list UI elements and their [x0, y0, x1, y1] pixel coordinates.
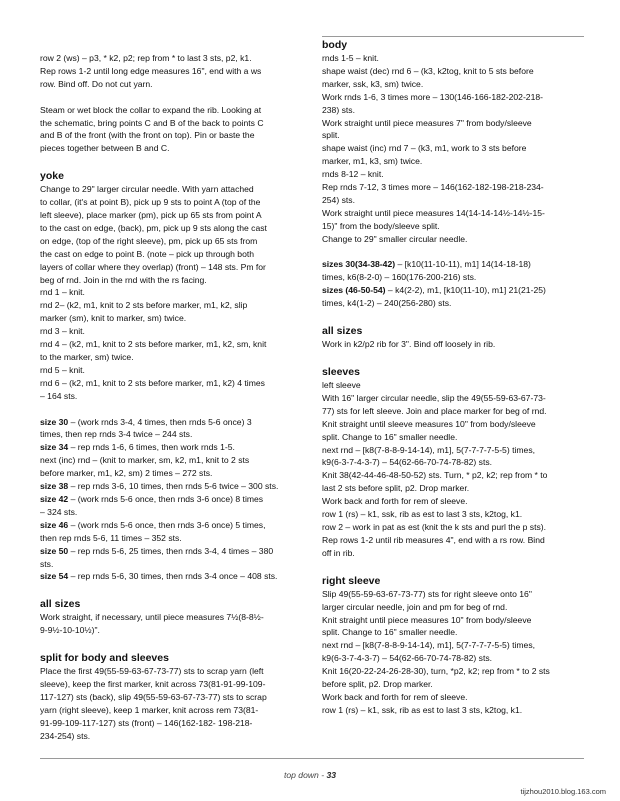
yoke-heading: yoke: [40, 170, 64, 183]
all-sizes-heading: all sizes: [40, 598, 81, 611]
size-label: sizes (46-50-54): [322, 285, 386, 296]
text-line: row 2 – work in pat as est (knit the k sts and purl the p sts).: [322, 521, 547, 532]
text-line: shape waist (inc) rnd 7 – (k3, m1, work to 3 sts before: [322, 143, 527, 154]
size-text: – rep rnds 3-6, 10 times, then rnds 5-6 twice – 300 sts.: [68, 481, 279, 492]
size-text: – (work rnds 5-6 once, then rnds 3-6 once) 5 times,: [68, 519, 266, 530]
split-text: [40, 665, 302, 742]
text-line: 117-127) sts (back), slip 49(55-59-63-67-73-77) sts to scrap: [40, 691, 267, 702]
text-line: row 1 (rs) – k1, ssk, rib as est to last 3 sts, k2tog, k1.: [322, 509, 523, 520]
left-column: [40, 52, 302, 743]
text-line: Rep rows 1-2 until rib measures 4", end with a rs row. Bind: [322, 534, 545, 545]
text-line: 254) sts.: [322, 194, 355, 205]
text-line: times, k6(8-2-0) – 160(176-200-216) sts.: [322, 272, 477, 283]
text-line: Work straight until piece measures 7" from body/sleeve: [322, 117, 532, 128]
text-line: shape waist (dec) rnd 6 – (k3, k2tog, knit to 5 sts before: [322, 65, 534, 76]
text-line: Knit 16(20-22-24-26-28-30), turn, *p2, k2; rep from * to 2 sts: [322, 666, 550, 677]
text-line: Work straight, if necessary, until piece measures 7½(8-8½-: [40, 612, 264, 623]
text-line: last 2 sts before split, p2. Drop marker.: [322, 483, 470, 494]
text-line: off in rib.: [322, 547, 355, 558]
sizes-b-line: [322, 284, 584, 297]
size-label: size 34: [40, 442, 69, 453]
size-text: – [k10(11-10-11), m1] 14(14-18-18): [395, 259, 531, 270]
size-label: size 50: [40, 545, 69, 556]
text-line: pieces together between B and C.: [40, 143, 170, 154]
text-line: times, then rep rnds 3-4 twice – 244 sts.: [40, 429, 193, 440]
text-line: rnd 5 – knit.: [40, 364, 85, 375]
split-heading: split for body and sleeves: [40, 652, 169, 665]
size-42-line: [40, 493, 302, 506]
right-sleeve-text: [322, 588, 584, 717]
text-line: the schematic, bring points C and B of the back to points C: [40, 117, 264, 128]
right-column: [322, 38, 584, 717]
text-line: 15)" from the body/sleeve split.: [322, 220, 440, 231]
sleeves-text: [322, 379, 584, 560]
size-label: size 46: [40, 519, 69, 530]
text-line: then rep rnds 5-6, 11 times – 352 sts.: [40, 532, 182, 543]
text-line: to collar, (it's at point B), pick up 9 sts to point A (top of the: [40, 197, 261, 208]
text-line: row. Bind off. Do not cut yarn.: [40, 78, 153, 89]
text-line: to the cast on edge, (back), pm, pick up 9 sts along the cast: [40, 222, 267, 233]
text-line: marker, ssk, k3, sm) twice.: [322, 78, 424, 89]
text-line: 234-254) sts.: [40, 730, 91, 741]
text-line: Knit 38(42-44-46-48-50-52) sts. Turn, * p2, k2; rep from * to: [322, 470, 548, 481]
yoke-text: [40, 183, 302, 402]
text-line: With 16" larger circular needle, slip the 49(55-59-63-67-73-: [322, 392, 546, 403]
text-line: marker (sm), knit to marker, sm) twice.: [40, 313, 187, 324]
right-sleeve-heading: right sleeve: [322, 574, 381, 587]
text-line: Knit straight until sleeve measures 10" from body/sleeve: [322, 418, 536, 429]
text-line: Place the first 49(55-59-63-67-73-77) sts to scrap yarn (left: [40, 666, 264, 677]
text-line: k9(6-3-7-4-3-7) – 54(62-66-70-74-78-82) sts.: [322, 457, 493, 468]
size-46-line: [40, 519, 302, 532]
text-line: 238) sts.: [322, 104, 355, 115]
text-line: left sleeve), place marker (pm), pick up 65 sts from point A: [40, 210, 262, 221]
text-line: Steam or wet block the collar to expand the rib. Looking at: [40, 104, 262, 115]
text-line: next (inc) rnd – (knit to marker, sm, k2, m1, knit to 2 sts: [40, 455, 250, 466]
text-line: Work rnds 1-6, 3 times more – 130(146-166-182-202-218-: [322, 91, 544, 102]
text-line: layers of collar where they overlap) (front) – 148 sts. Pm for: [40, 261, 266, 272]
text-line: rnds 8-12 – knit.: [322, 169, 384, 180]
text-line: Work back and forth for rem of sleeve.: [322, 691, 468, 702]
intro-text: [40, 52, 302, 91]
text-line: Slip 49(55-59-63-67-73-77) sts for right sleeve onto 16": [322, 588, 532, 599]
text-line: split.: [322, 130, 340, 141]
size-label: size 42: [40, 493, 69, 504]
text-line: 9-9½-10-10½)".: [40, 625, 100, 636]
text-line: next rnd – [k8(7-8-8-9-14-14), m1], 5(7-7-7-7-5-5) times,: [322, 444, 536, 455]
size-text: – (work rnds 5-6 once, then rnds 3-6 once) 8 times: [68, 493, 264, 504]
footer-label: top down -: [283, 770, 327, 780]
all-sizes-heading: all sizes: [322, 325, 363, 338]
source-credit: tijzhou2010.blog.163.com: [520, 787, 606, 796]
text-line: Work in k2/p2 rib for 3". Bind off loosely in rib.: [322, 339, 496, 350]
size-38-line: [40, 480, 302, 493]
size-54-line: [40, 570, 302, 583]
text-line: beg of rnd. Join in the rnd with the rs facing.: [40, 274, 207, 285]
text-line: before marker, m1, k2, sm) 2 times – 272 sts.: [40, 468, 213, 479]
text-line: Change to 29" larger circular needle. With yarn attached: [40, 184, 254, 195]
text-line: rnd 3 – knit.: [40, 326, 85, 337]
size-text: – rep rnds 5-6, 30 times, then rnds 3-4 once – 408 sts.: [68, 571, 278, 582]
text-line: rnd 6 – (k2, m1, knit to 2 sts before marker, m1, k2) 4 times: [40, 377, 265, 388]
text-line: on edge, (top of the right sleeve), pm, pick up 65 sts from: [40, 235, 258, 246]
text-line: 77) sts for left sleeve. Join and place marker for beg of rnd.: [322, 405, 547, 416]
text-line: rnd 4 – (k2, m1, knit to 2 sts before marker, m1, k2, sm, knit: [40, 339, 267, 350]
text-line: before split, p2. Drop marker.: [322, 679, 433, 690]
text-line: Work straight until piece measures 14(14-14-14½-14½-15-: [322, 207, 545, 218]
text-line: Rep rows 1-2 until long edge measures 16", end with a ws: [40, 65, 262, 76]
size-34-line: [40, 441, 302, 454]
all-sizes-text: [40, 611, 302, 637]
text-line: times, k4(1-2) – 240(256-280) sts.: [322, 298, 452, 309]
text-line: sts.: [40, 558, 54, 569]
text-line: Rep rnds 7-12, 3 times more – 146(162-182-198-218-234-: [322, 182, 544, 193]
size-label: size 30: [40, 416, 69, 427]
text-line: Knit straight until piece measures 10" from body/sleeve: [322, 614, 532, 625]
size-text: – rep rnds 1-6, 6 times, then work rnds 1-5.: [68, 442, 235, 453]
sleeves-heading: sleeves: [322, 366, 360, 379]
size-text: – rep rnds 5-6, 25 times, then rnds 3-4, 4 times – 380: [68, 545, 274, 556]
size-instructions: [40, 416, 302, 584]
text-line: row 1 (rs) – k1, ssk, rib as est to last 3 sts, k2tog, k1.: [322, 704, 523, 715]
text-line: – 324 sts.: [40, 506, 78, 517]
text-line: yarn (right sleeve), keep 1 marker, knit across rem 73(81-: [40, 704, 259, 715]
text-line: sleeve), keep the first marker, knit across 73(81-91-99-109-: [40, 679, 266, 690]
all-sizes-text: [322, 338, 584, 351]
text-line: 91-99-109-117-127) sts (front) – 146(162-182- 198-218-: [40, 717, 253, 728]
page-footer: [0, 770, 620, 780]
text-line: larger circular needle, join and pm for beg of rnd.: [322, 601, 508, 612]
size-50-line: [40, 545, 302, 558]
size-30-line: [40, 416, 302, 429]
sizes-a-line: [322, 258, 584, 271]
size-label: sizes 30(34-38-42): [322, 259, 396, 270]
text-line: the cast on edge to point B. (note – pick up through both: [40, 248, 255, 259]
text-line: to the marker, sm) twice.: [40, 352, 134, 363]
text-line: rnds 1-5 – knit.: [322, 53, 379, 63]
size-text: – k4(2-2), m1, [k10(11-10), m1] 21(21-25): [385, 285, 546, 296]
text-line: and B of the front (with the front on top). Pin or baste the: [40, 130, 255, 141]
text-line: Work back and forth for rem of sleeve.: [322, 496, 468, 507]
text-line: rnd 1 – knit.: [40, 287, 85, 298]
size-text: – (work rnds 3-4, 4 times, then rnds 5-6 once) 3: [68, 416, 252, 427]
text-line: Change to 29" smaller circular needle.: [322, 233, 468, 244]
text-line: split. Change to 16" smaller needle.: [322, 627, 458, 638]
text-line: rnd 2– (k2, m1, knit to 2 sts before marker, m1, k2, slip: [40, 300, 248, 311]
body-text: [322, 52, 584, 246]
text-line: row 2 (ws) – p3, * k2, p2; rep from * to last 3 sts, p2, k1.: [40, 53, 252, 63]
text-line: left sleeve: [322, 380, 361, 391]
page-number: 33: [326, 770, 337, 780]
size-label: size 54: [40, 571, 69, 582]
top-rule: [322, 36, 584, 37]
steam-text: [40, 104, 302, 156]
size-groups: [322, 258, 584, 310]
footer-rule: [40, 758, 584, 759]
text-line: next rnd – [k8(7-8-8-9-14-14), m1], 5(7-7-7-7-5-5) times,: [322, 640, 536, 651]
size-label: size 38: [40, 481, 69, 492]
text-line: marker, m1, k3, sm) twice.: [322, 156, 423, 167]
text-line: k9(6-3-7-4-3-7) – 54(62-66-70-74-78-82) sts.: [322, 653, 493, 664]
text-line: – 164 sts.: [40, 390, 78, 401]
text-line: split. Change to 16" smaller needle.: [322, 431, 458, 442]
body-heading: body: [322, 39, 348, 51]
